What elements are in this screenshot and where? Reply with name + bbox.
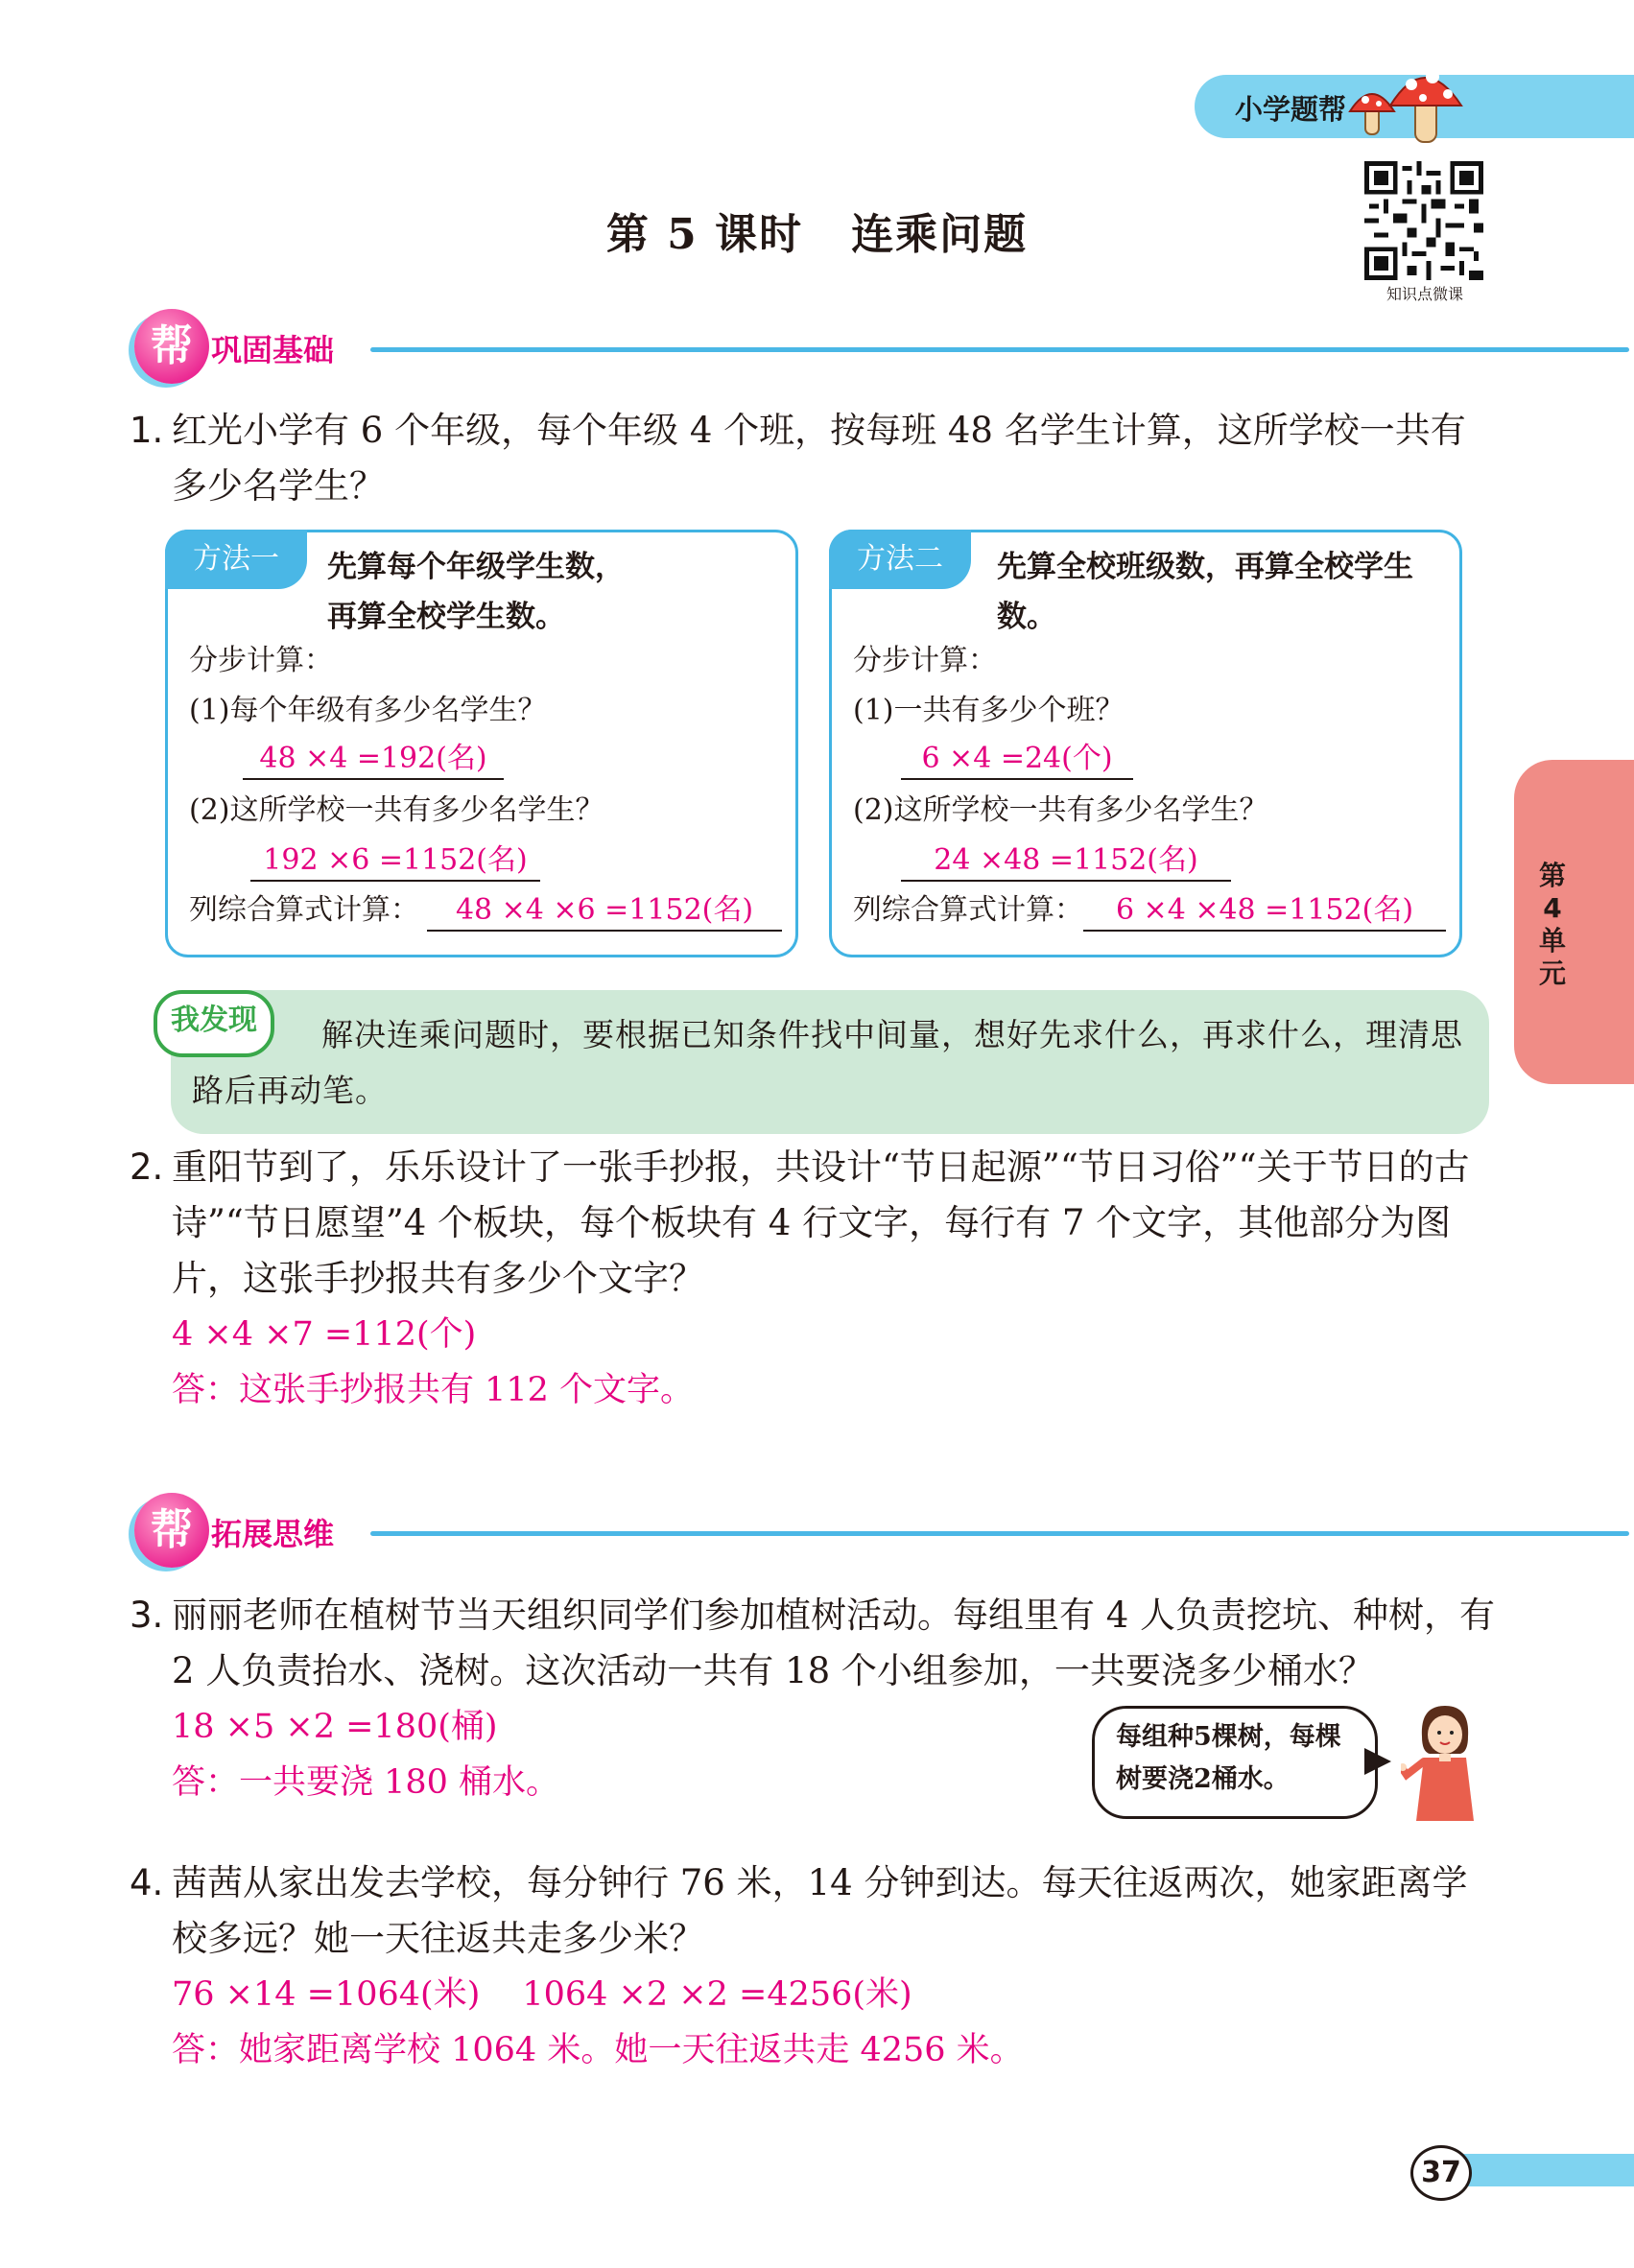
combined-label: 列综合算式计算： (853, 893, 1083, 927)
step-1-answer: 48 ×4 =192(名) (243, 740, 504, 780)
step-label: 分步计算： (189, 644, 333, 677)
section-label: 巩固基础 (211, 332, 335, 368)
section-header-basic (134, 309, 1497, 386)
qr-caption: 知识点微课 (1385, 285, 1463, 303)
hint-text: 每组种5棵树，每棵树要浇2桶水。 (1116, 1722, 1341, 1794)
method-description: 先算每个年级学生数，再算全校学生数。 (327, 550, 625, 634)
section-rule (370, 1531, 1629, 1536)
answer-calculation: 18 ×5 ×2 =180(桶) (172, 1708, 498, 1746)
answer-calculation-1: 76 ×14 =1064(米) (172, 1975, 481, 2014)
method-2-box (829, 530, 1462, 957)
answer-sentence: 答：一共要浇 180 桶水。 (172, 1763, 560, 1802)
discovery-text: 解决连乘问题时，要根据已知条件找中间量，想好先求什么，再求什么，理清思路后再动笔。 (192, 1016, 1463, 1109)
question-text: 红光小学有 6 个年级，每个年级 4 个班，按每班 48 名学生计算，这所学校一共有多少名学生？ (172, 410, 1466, 507)
step-2-answer: 24 ×48 =1152(名) (901, 841, 1231, 882)
question-number: 2. (130, 1146, 164, 1188)
answer-sentence: 答：她家距离学校 1064 米。她一天往返共走 4256 米。 (172, 2031, 1024, 2069)
answer-calculations (172, 1967, 1497, 2022)
combined-answer: 48 ×4 ×6 =1152(名) (427, 891, 782, 932)
step-1-question: (1)一共有多少个班？ (853, 694, 1125, 727)
step-1-question: (1)每个年级有多少名学生？ (189, 694, 547, 727)
combined-answer: 6 ×4 ×48 =1152(名) (1083, 891, 1446, 932)
answer-sentence: 答：这张手抄报共有 112 个文字。 (172, 1371, 695, 1409)
lesson-number: 第 5 课时 (605, 210, 804, 259)
page-footer-bar (1451, 2154, 1634, 2186)
section-label: 拓展思维 (211, 1516, 335, 1552)
page-number: 37 (1410, 2145, 1472, 2201)
header-tab-label: 小学题帮 (1235, 93, 1347, 126)
step-1-answer: 6 ×4 =24(个) (901, 740, 1133, 780)
method-badge: 方法一 (165, 530, 307, 589)
question-text: 茜茜从家出发去学校，每分钟行 76 米，14 分钟到达。每天往返两次，她家距离学校多远？她一天往返共走多少米？ (172, 1862, 1468, 1959)
question-4 (130, 1855, 1497, 2078)
answer-calculation: 4 ×4 ×7 =112(个) (172, 1315, 477, 1354)
step-2-question: (2)这所学校一共有多少名学生？ (853, 793, 1268, 827)
question-number: 1. (130, 410, 164, 451)
question-2 (130, 1140, 1497, 1418)
teacher-icon (1401, 1698, 1489, 1823)
question-text: 丽丽老师在植树节当天组织同学们参加植树活动。每组里有 4 人负责挖坑、种树，有 2 人负责抬水、浇树。这次活动一共有 18 个小组参加，一共要浇多少桶水？ (172, 1595, 1496, 1691)
question-1 (130, 403, 1497, 514)
mushroom-icon (1348, 56, 1473, 148)
answer-calculation-2: 1064 ×2 ×2 =4256(米) (522, 1975, 912, 2014)
qr-code-icon[interactable] (1364, 161, 1483, 280)
section-badge: 帮 (134, 1493, 209, 1568)
section-badge: 帮 (134, 309, 209, 384)
section-header-extend (134, 1493, 1497, 1570)
method-description: 先算全校班级数，再算全校学生数。 (997, 550, 1413, 634)
hint-speech-bubble (1092, 1706, 1378, 1819)
unit-label: 第4单元 (1538, 860, 1566, 989)
combined-label: 列综合算式计算： (189, 893, 419, 927)
question-text: 重阳节到了，乐乐设计了一张手抄报，共设计“节日起源”“节日习俗”“关于节日的古诗”“节日愿望”4 个板块，每个板块有 4 行文字，每行有 7 个文字，其他部分为图片，这张手抄报共有多少个文字？ (172, 1146, 1470, 1299)
question-number: 4. (130, 1862, 164, 1903)
step-2-answer: 192 ×6 =1152(名) (250, 841, 540, 882)
step-2-question: (2)这所学校一共有多少名学生？ (189, 793, 604, 827)
question-number: 3. (130, 1595, 164, 1636)
step-label: 分步计算： (853, 644, 997, 677)
discovery-badge: 我发现 (154, 990, 274, 1057)
unit-side-tab[interactable] (1514, 760, 1634, 1084)
method-1-box (165, 530, 798, 957)
speech-bubble-tail (1364, 1748, 1391, 1775)
section-rule (370, 347, 1629, 352)
discovery-box (171, 990, 1489, 1134)
method-badge: 方法二 (829, 530, 971, 589)
lesson-topic: 连乘问题 (851, 210, 1029, 259)
